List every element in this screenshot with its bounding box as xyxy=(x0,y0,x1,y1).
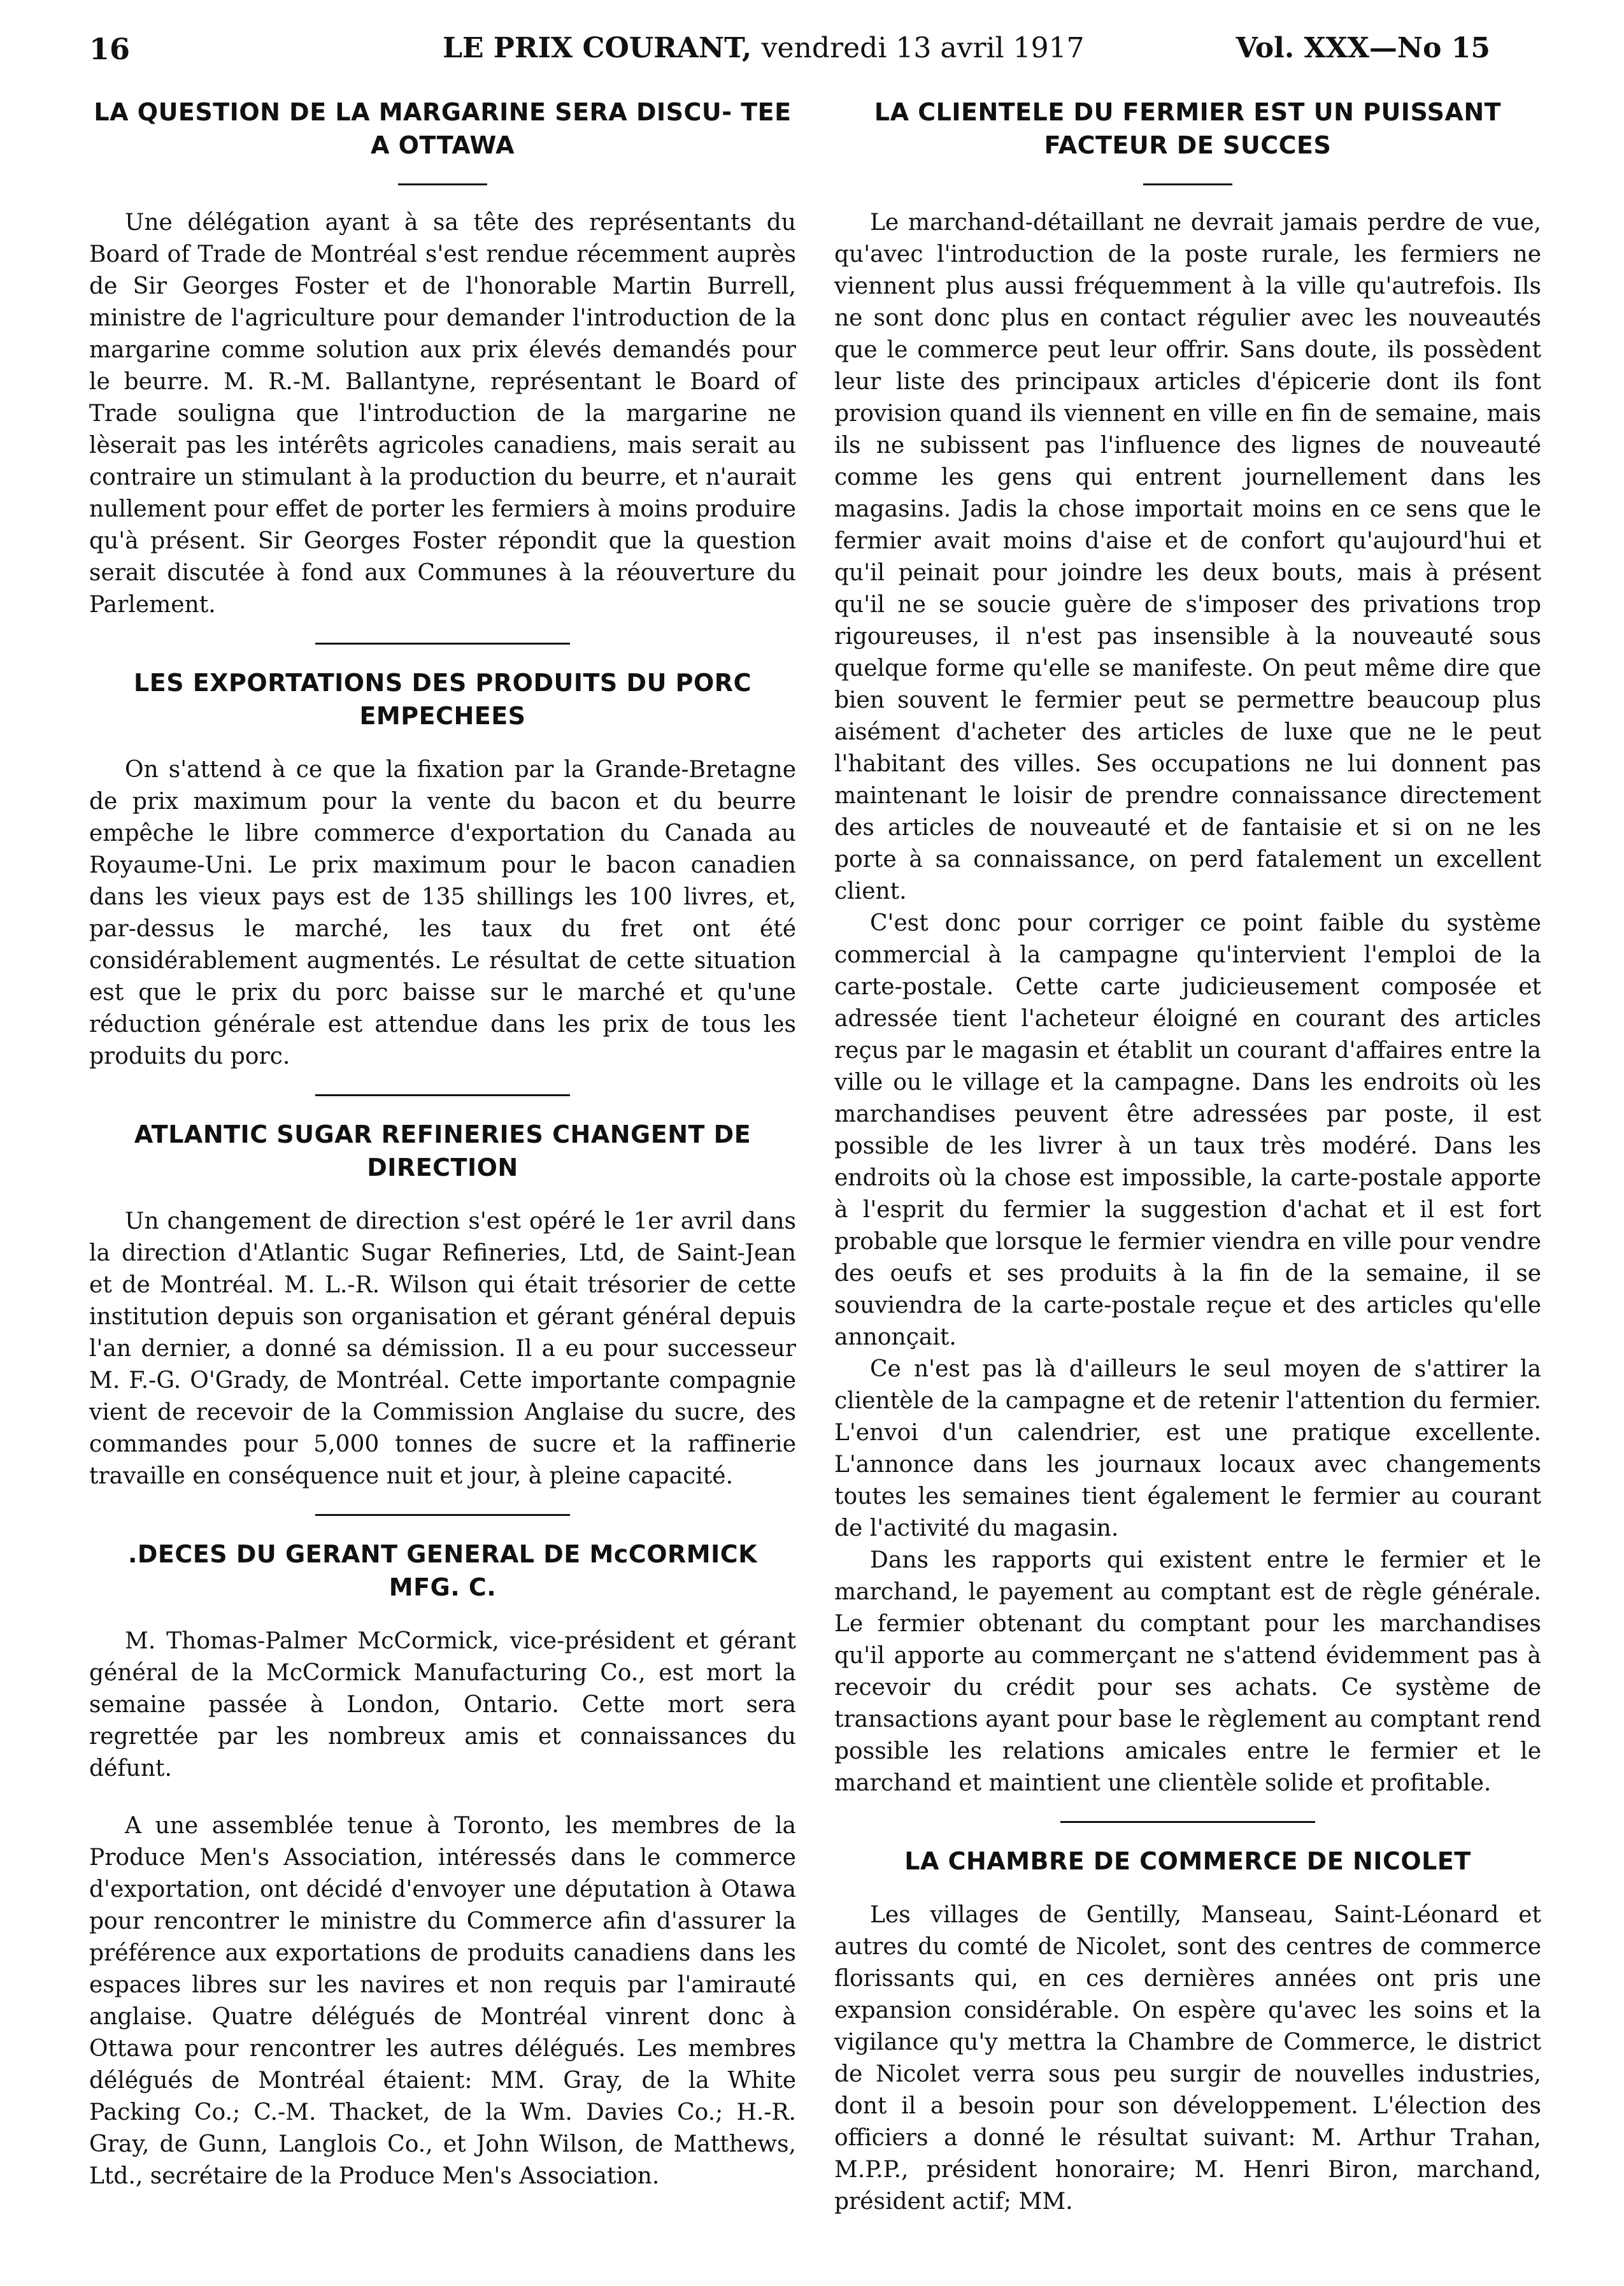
article-produce xyxy=(89,1810,796,2192)
page-header xyxy=(89,32,1490,83)
article-title: LA CHAMBRE DE COMMERCE DE NICOLET xyxy=(904,1847,1471,1875)
right-column xyxy=(834,96,1541,2218)
article-body: A une assemblée tenue à Toronto, les membres de la Produce Men's Association, intéressés dans le commerce d'exportation, ont décidé d'envoyer une députation à Otawa pour rencontrer le ministre du Commerce afin d'assurer la préférence aux exportations de produits canadiens dans les espaces libres sur les navires et non requis par l'amirauté anglaise. Quatre délégués de Montréal vinrent donc à Ottawa pour rencontrer les autres délégués. Les membres délégués de Montréal étaient: MM. Gray, de la White Packing Co.; C.-M. Thacket, de la Wm. Davies Co.; H.-R. Gray, de Gunn, Langlois Co., et John Wilson, de Matthews, Ltd., secrétaire de la Produce Men's Association. xyxy=(89,1813,796,2189)
publication-name: LE PRIX COURANT, xyxy=(443,32,752,64)
article-separator xyxy=(315,643,570,645)
article-paragraph: Le marchand-détaillant ne devrait jamais perdre de vue, qu'avec l'introduction de la poste rurale, les fermiers ne viennent plus aussi fréquemment à la ville qu'autrefois. Ils ne sont donc plus en contact régulier avec les nouveautés que le commerce peut leur offrir. Sans doute, ils possèdent leur liste des principaux articles d'épicerie dont ils font provision quand ils viennent en ville en fin de semaine, mais ils ne subissent pas l'influence des lignes de nouveauté comme les gens qui entrent journellement dans les magasins. Jadis la chose importait moins en ce sens que le fermier avait moins d'aise et de confort qu'aujourd'hui et qu'il peinait pour joindre les deux bouts, mais à présent qu'il ne se soucie guère de s'imposer des privations trop rigoureuses, il n'est pas insensible à la nouveauté sous quelque forme qu'elle se manifeste. On peut même dire que bien souvent le fermier peut se permettre beaucoup plus aisément d'acheter des articles de luxe que ne le peut l'habitant des villes. Ses occupations ne lui donnent pas maintenant le loisir de prendre connaissance directement des articles de nouveauté et de fantaisie et si on ne les porte à sa connaissance, on perd fatalement un excellent client. xyxy=(834,210,1541,904)
article-body: Une délégation ayant à sa tête des représentants du Board of Trade de Montréal s'est rendue récemment auprès de Sir Georges Foster et de l'honorable Martin Burrell, ministre de l'agriculture pour demander l'introduction de la margarine comme solution aux prix élevés demandés pour le beurre. M. R.-M. Ballantyne, représentant le Board of Trade souligna que l'introduction de la margarine ne lèserait pas les intérêts agricoles canadiens, mais serait au contraire un stimulant à la production du beurre, et n'aurait nullement pour effet de porter les fermiers à moins produire qu'à présent. Sir Georges Foster répondit que la question serait discutée à fond aux Communes à la réouverture du Parlement. xyxy=(89,210,796,618)
article-body: Un changement de direction s'est opéré le 1er avril dans la direction d'Atlantic Sugar Refineries, Ltd, de Saint-Jean et de Montréal. M. L.-R. Wilson qui était trésorier de cette institution depuis son organisation et gérant général depuis l'an dernier, a donné sa démission. Il a eu pour successeur M. F.-G. O'Grady, de Montréal. Cette importante compagnie vient de recevoir de la Commission Anglaise du sucre, des commandes pour 5,000 tonnes de sucre et la raffinerie travaille en conséquence nuit et jour, à pleine capacité. xyxy=(89,1208,796,1489)
article-clientele xyxy=(834,96,1541,1799)
page-number: 16 xyxy=(89,32,131,66)
paragraph-gap xyxy=(89,1785,796,1810)
article-title: .DECES DU GERANT GENERAL DE McCORMICK MFG. C. xyxy=(127,1540,758,1601)
publication-line xyxy=(443,32,1085,64)
article-margarine xyxy=(89,96,796,621)
article-separator xyxy=(1060,1821,1315,1823)
article-separator xyxy=(315,1094,570,1096)
title-divider xyxy=(398,183,487,185)
article-body: Les villages de Gentilly, Manseau, Saint-Léonard et autres du comté de Nicolet, sont des centres de commerce florissants qui, en ces dernières années ont pris une expansion considérable. On espère qu'avec les soins et la vigilance qu'y mettra la Chambre de Commerce, le district de Nicolet verra sous peu surgir de nouvelles industries, dont il a besoin pour son développement. L'élection des officiers a donné le résultat suivant: M. Arthur Trahan, M.P.P., président honoraire; M. Henri Biron, marchand, président actif; MM. xyxy=(834,1902,1541,2215)
article-separator xyxy=(315,1514,570,1516)
title-divider xyxy=(1143,183,1232,185)
left-column xyxy=(89,96,796,2192)
article-sugar xyxy=(89,1118,796,1492)
article-paragraph: Dans les rapports qui existent entre le fermier et le marchand, le payement au comptant est de règle générale. Le fermier obtenant du comptant pour les marchandises qu'il apporte au commerçant ne s'attend évidemment pas à recevoir du crédit pour ses achats. Ce système de transactions ayant pour base le règlement au comptant rend possible les relations amicales entre le fermier et le marchand et maintient une clientèle solide et profitable. xyxy=(834,1547,1541,1796)
article-title: ATLANTIC SUGAR REFINERIES CHANGENT DE DIRECTION xyxy=(134,1120,751,1182)
article-porc xyxy=(89,666,796,1073)
article-title: LA QUESTION DE LA MARGARINE SERA DISCU- TEE A OTTAWA xyxy=(94,98,792,159)
article-title: LES EXPORTATIONS DES PRODUITS DU PORC EMPECHEES xyxy=(134,669,751,730)
volume-number: Vol. XXX—No 15 xyxy=(1236,32,1490,64)
article-paragraph: Ce n'est pas là d'ailleurs le seul moyen de s'attirer la clientèle de la campagne et de retenir l'attention du fermier. L'envoi d'un calendrier, est une pratique excellente. L'annonce dans les journaux locaux avec changements toutes les semaines tient également le fermier au courant de l'activité du magasin. xyxy=(834,1356,1541,1541)
article-title: LA CLIENTELE DU FERMIER EST UN PUISSANT FACTEUR DE SUCCES xyxy=(874,98,1502,159)
article-body: M. Thomas-Palmer McCormick, vice-président et gérant général de la McCormick Manufacturing Co., est mort la semaine passée à London, Ontario. Cette mort sera regrettée par les nombreux amis et connaissances du défunt. xyxy=(89,1628,796,1782)
article-paragraph: C'est donc pour corriger ce point faible du système commercial à la campagne qu'intervient l'emploi de la carte-postale. Cette carte judicieusement composée et adressée tient l'acheteur éloigné en courant des articles reçus par le magasin et établit un courant d'affaires entre la ville ou le village et la campagne. Dans les endroits où les marchandises peuvent être adressées par poste, il est possible de les livrer à un taux très modéré. Dans les endroits où la chose est impossible, la carte-postale apporte à l'esprit du fermier la suggestion d'achat et il est fort probable que lorsque le fermier viendra en ville pour vendre des oeufs et ses produits à la fin de la semaine, il se souviendra de la carte-postale reçue et des articles qu'elle annonçait. xyxy=(834,910,1541,1350)
article-mccormick xyxy=(89,1538,796,1785)
issue-date: vendredi 13 avril 1917 xyxy=(761,32,1085,64)
article-body: On s'attend à ce que la fixation par la Grande-Bretagne de prix maximum pour la vente du bacon et du beurre empêche le libre commerce d'exportation du Canada au Royaume-Uni. Le prix maximum pour le bacon canadien dans les vieux pays est de 135 shillings les 100 livres, et, par-dessus le marché, les taux du fret ont été considérablement augmentés. Le résultat de cette situation est que le prix du porc baisse sur le marché et qu'une réduction générale est attendue dans les prix de tous les produits du porc. xyxy=(89,757,796,1069)
article-nicolet xyxy=(834,1845,1541,2218)
